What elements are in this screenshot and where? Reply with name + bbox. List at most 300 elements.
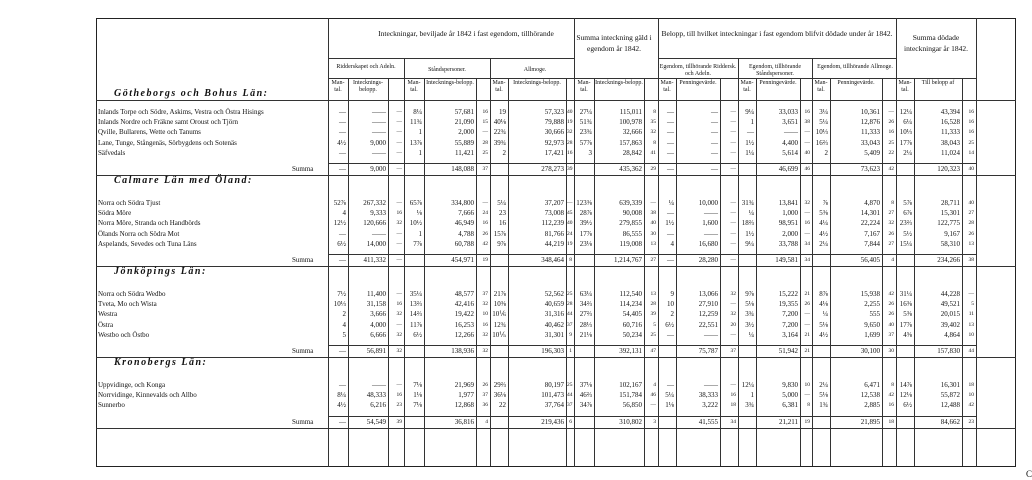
summa-rule xyxy=(328,345,976,346)
table-cell: 13,841 xyxy=(778,199,798,207)
table-cell: 5⅛ xyxy=(819,320,828,329)
table-cell: 16 xyxy=(482,109,488,115)
subheader-belopp: Penningevärde. xyxy=(679,80,717,86)
table-cell: 38 xyxy=(650,210,656,217)
summa-cell: 149,581 xyxy=(775,256,798,264)
table-cell: 5¼ xyxy=(665,391,674,400)
table-cell: 16 xyxy=(396,392,402,399)
table-cell: 6½ xyxy=(903,401,912,410)
table-cell: 52,562 xyxy=(544,290,564,298)
table-cell: 40⅛ xyxy=(493,118,506,127)
table-cell: — xyxy=(482,200,488,206)
table-cell: — xyxy=(667,209,674,218)
subheader-mantal: Man-tal. xyxy=(740,80,754,93)
table-cell: — xyxy=(730,119,736,126)
summa-cell: 4 xyxy=(891,257,894,263)
table-cell: 25 xyxy=(650,331,656,338)
table-cell: 9,333 xyxy=(370,209,386,218)
table-cell: 16 xyxy=(968,129,974,136)
table-cell: 11,333 xyxy=(861,128,880,137)
table-cell: 1½ xyxy=(745,229,754,238)
table-cell: 5⅛ xyxy=(819,391,828,400)
table-cell: 3½ xyxy=(745,320,754,329)
summa-cell: 46,699 xyxy=(778,165,798,173)
table-cell: — xyxy=(711,128,718,137)
table-cell: 31,158 xyxy=(366,300,386,309)
table-cell: 13 xyxy=(968,240,974,247)
table-cell: 4 xyxy=(670,239,674,248)
summa-cell: — xyxy=(339,256,346,264)
table-cell: 4⅝ xyxy=(903,330,912,339)
table-cell: — xyxy=(667,138,674,147)
summa-cell: 348,464 xyxy=(541,256,564,264)
table-cell: 4,000 xyxy=(370,320,386,329)
table-cell: 14⅔ xyxy=(409,310,422,319)
table-cell: 11,400 xyxy=(367,290,386,298)
table-cell: 31¼ xyxy=(899,290,912,298)
table-cell: 40,462 xyxy=(544,320,564,329)
table-cell: 4 xyxy=(342,209,346,218)
table-cell: — xyxy=(396,109,402,115)
table-cell: — xyxy=(396,382,402,388)
table-cell: 4½ xyxy=(337,401,346,410)
table-cell: 12,868 xyxy=(454,401,474,410)
table-cell: 31¾ xyxy=(741,199,754,207)
summa-rule xyxy=(328,416,976,417)
table-cell: 28 xyxy=(482,139,488,146)
table-cell: 28⅓ xyxy=(579,320,592,329)
table-cell: 8¼ xyxy=(337,391,346,400)
table-cell: 65⅞ xyxy=(409,199,422,207)
table-cell: 1¾ xyxy=(819,401,828,410)
table-cell: 12⅛ xyxy=(899,391,912,400)
summa-cell: 84,662 xyxy=(940,417,960,426)
row-label: Norra Möre, Stranda och Handbörds xyxy=(98,219,201,228)
table-cell: 9,830 xyxy=(782,381,798,389)
table-cell: — xyxy=(730,109,736,115)
section-rule xyxy=(96,266,1016,267)
table-cell: 9⅞ xyxy=(745,290,754,298)
table-cell: 11⅞ xyxy=(410,320,422,329)
table-cell: 37⅛ xyxy=(579,381,592,389)
table-cell: 2,000 xyxy=(782,229,798,238)
table-cell: — xyxy=(804,129,810,136)
table-cell: 16 xyxy=(888,129,894,136)
table-cell: 34⅞ xyxy=(579,401,592,410)
table-cell: 15,938 xyxy=(860,290,880,298)
subheader-belopp: Penningevärde. xyxy=(837,80,875,86)
table-cell: 38 xyxy=(804,119,810,126)
table-cell: 57,323 xyxy=(544,108,564,116)
summa-cell: 4 xyxy=(485,418,488,425)
table-cell: 8 xyxy=(653,109,656,115)
table-cell: 26 xyxy=(888,119,894,126)
table-cell: 100,978 xyxy=(619,118,642,127)
summa-cell: 42 xyxy=(888,166,894,172)
row-label: Sunnerbo xyxy=(98,401,125,410)
summa-cell: 47 xyxy=(650,348,656,354)
table-cell: 2 xyxy=(342,310,346,319)
table-cell: 33,788 xyxy=(778,239,798,248)
table-cell: 44,219 xyxy=(544,239,564,248)
table-cell: 40,659 xyxy=(544,300,564,309)
table-cell: — xyxy=(804,321,810,328)
summa-cell: 56,405 xyxy=(860,256,880,264)
table-cell: — xyxy=(482,129,488,136)
table-cell: 12,266 xyxy=(454,330,474,339)
table-cell: — xyxy=(339,108,346,116)
table-cell: 37 xyxy=(482,392,488,399)
table-cell: 1,000 xyxy=(782,209,798,218)
page-mark: C xyxy=(1026,469,1032,479)
table-cell: 55,872 xyxy=(940,391,960,400)
table-cell: 20,015 xyxy=(940,310,960,319)
table-cell: 22 xyxy=(888,149,894,156)
table-cell: 15 xyxy=(482,119,488,126)
table-cell: — xyxy=(730,382,736,388)
table-cell: 10½ xyxy=(409,219,422,228)
summa-label: Summa xyxy=(292,417,314,426)
table-cell: 1 xyxy=(418,229,422,238)
table-cell: — xyxy=(667,108,674,116)
table-cell: ¼ xyxy=(822,310,828,319)
table-cell: 23 xyxy=(499,209,506,218)
table-cell: 25 xyxy=(888,139,894,146)
table-cell: 13⅔ xyxy=(409,300,422,309)
table-cell: 4 xyxy=(342,320,346,329)
table-cell: 2 xyxy=(824,148,828,157)
table-cell: 32 xyxy=(730,311,736,318)
table-cell: 9,167 xyxy=(944,229,960,238)
table-cell: 40 xyxy=(804,149,810,156)
table-cell: 18 xyxy=(968,382,974,388)
table-cell: 21,969 xyxy=(454,381,474,389)
table-cell: 102,167 xyxy=(619,381,642,389)
table-cell: 57,681 xyxy=(454,108,474,116)
summa-cell: 157,830 xyxy=(937,347,960,355)
row-label: Westbo och Östbo xyxy=(98,330,150,339)
table-cell: 4 xyxy=(653,382,656,388)
table-cell: 120,666 xyxy=(363,219,386,228)
summa-cell: 3 xyxy=(653,418,656,425)
table-cell: 51¾ xyxy=(579,118,592,127)
table-cell: —— xyxy=(704,229,718,238)
table-cell: 6½ xyxy=(337,239,346,248)
table-cell: 12,488 xyxy=(940,401,960,410)
subheader-mantal: Man-tal. xyxy=(407,80,421,93)
table-cell: 28⅞ xyxy=(579,209,592,218)
subheader-belopp: Intecknings-belopp. xyxy=(595,80,643,86)
table-cell: 40 xyxy=(650,220,656,227)
table-cell: 7,200 xyxy=(782,310,798,319)
summa-cell: 19 xyxy=(482,257,488,263)
table-cell: 4¼ xyxy=(819,219,828,228)
table-cell: 54,405 xyxy=(622,310,642,319)
table-cell: 45 xyxy=(567,210,573,217)
table-cell: 6⅞ xyxy=(903,209,912,218)
table-cell: 6¼ xyxy=(903,118,912,127)
table-cell: 279,855 xyxy=(619,219,642,228)
table-cell: —— xyxy=(704,381,718,389)
table-cell: 81,766 xyxy=(544,229,564,238)
table-cell: 19 xyxy=(567,240,573,247)
table-cell: 25 xyxy=(482,149,488,156)
summa-cell: — xyxy=(339,165,346,173)
summa-cell: 54,549 xyxy=(366,417,386,426)
table-cell: — xyxy=(396,129,402,136)
table-cell: — xyxy=(711,148,718,157)
summa-label: Summa xyxy=(292,256,314,264)
summa-cell: — xyxy=(667,165,674,173)
table-cell: 10 xyxy=(968,331,974,338)
table-cell: 3¾ xyxy=(745,310,754,319)
table-cell: 10⅜ xyxy=(493,300,506,309)
table-cell: 8 xyxy=(891,200,894,206)
table-cell: 5,409 xyxy=(864,148,880,157)
table-cell: 10 xyxy=(482,311,488,318)
table-cell: 16 xyxy=(482,220,488,227)
table-cell: 15⅞ xyxy=(493,229,506,238)
table-cell: 37 xyxy=(567,402,573,409)
grid-hline xyxy=(328,78,976,79)
table-cell: —— xyxy=(704,330,718,339)
summa-cell: 196,303 xyxy=(541,347,564,355)
table-cell: 42,416 xyxy=(454,300,474,309)
table-cell: 12½ xyxy=(333,219,346,228)
table-cell: 32 xyxy=(567,129,573,136)
summa-cell: 39 xyxy=(396,418,402,425)
summa-cell: 411,332 xyxy=(363,256,386,264)
summa-cell: 46 xyxy=(804,166,810,172)
table-cell: — xyxy=(339,128,346,137)
table-cell: 12,259 xyxy=(698,310,718,319)
table-cell: 16 xyxy=(567,149,573,156)
table-cell: 122,775 xyxy=(937,219,960,228)
table-cell: 14,000 xyxy=(366,239,386,248)
table-cell: 9 xyxy=(670,290,674,298)
table-cell: 5,614 xyxy=(782,148,798,157)
table-cell: 27,910 xyxy=(698,300,718,309)
summa-cell: 1,214,767 xyxy=(614,256,642,264)
table-cell: — xyxy=(730,301,736,308)
table-cell: 12,538 xyxy=(860,391,880,400)
table-cell: 10⅙ xyxy=(492,310,506,319)
table-cell: 29⅔ xyxy=(493,381,506,389)
table-cell: 73,008 xyxy=(544,209,564,218)
table-cell: 32 xyxy=(650,129,656,136)
summa-cell: 32 xyxy=(482,348,488,354)
table-cell: 12¼ xyxy=(899,108,912,116)
table-cell: 4½ xyxy=(337,138,346,147)
table-cell: 26 xyxy=(888,301,894,308)
table-cell: — xyxy=(804,230,810,237)
table-cell: 27 xyxy=(968,210,974,217)
table-cell: 4,864 xyxy=(944,330,960,339)
table-cell: — xyxy=(804,210,810,217)
table-cell: 11,421 xyxy=(455,148,474,157)
table-cell: 4,870 xyxy=(864,199,880,207)
table-cell: ¼ xyxy=(748,330,754,339)
table-cell: 37,764 xyxy=(544,401,564,410)
table-cell: 36⅛ xyxy=(493,391,506,400)
table-cell: 26 xyxy=(482,382,488,388)
table-cell: 23 xyxy=(396,402,402,409)
table-cell: 11,024 xyxy=(941,148,960,157)
table-cell: 6,381 xyxy=(782,401,798,410)
table-cell: 1,977 xyxy=(458,391,474,400)
table-cell: 22¾ xyxy=(493,128,506,137)
table-cell: 5⅞ xyxy=(903,199,912,207)
table-cell: 7,666 xyxy=(458,209,474,218)
table-cell: — xyxy=(396,119,402,126)
summa-cell: 51,942 xyxy=(778,347,798,355)
table-cell: 8 xyxy=(807,402,810,409)
table-cell: 16 xyxy=(396,301,402,308)
lan-heading: Jönköpings Län: xyxy=(114,266,207,277)
table-cell: 22,551 xyxy=(698,320,718,329)
table-cell: 16 xyxy=(968,119,974,126)
table-cell: 2,000 xyxy=(458,128,474,137)
table-cell: 63¼ xyxy=(579,290,592,298)
header-allmoge: Allmoge. xyxy=(523,67,547,73)
table-cell: 27 xyxy=(888,240,894,247)
table-cell: 19 xyxy=(567,119,573,126)
table-cell: 30,666 xyxy=(544,128,564,137)
table-cell: 123⅜ xyxy=(576,199,592,207)
table-cell: 16 xyxy=(804,109,810,115)
table-cell: 40 xyxy=(888,321,894,328)
summa-label: Summa xyxy=(292,165,314,173)
table-cell: 32 xyxy=(482,331,488,338)
table-cell: 42 xyxy=(968,402,974,409)
summa-cell: 8 xyxy=(569,257,572,263)
table-cell: 28 xyxy=(567,139,573,146)
table-cell: 9,000 xyxy=(370,138,386,147)
table-cell: 80,197 xyxy=(544,381,564,389)
table-cell: 28,711 xyxy=(941,199,960,207)
table-cell: 23⅔ xyxy=(899,219,912,228)
table-cell: — xyxy=(804,392,810,399)
table-cell: 56,850 xyxy=(622,401,642,410)
table-cell: 90,008 xyxy=(622,209,642,218)
row-label: Inlands Nordre och Fräkne samt Oroust och Tjörn xyxy=(98,118,239,127)
table-cell: — xyxy=(730,331,736,338)
table-cell: 6,471 xyxy=(864,381,880,389)
table-cell: 1¼ xyxy=(745,148,754,157)
table-cell: — xyxy=(730,230,736,237)
table-cell: — xyxy=(650,402,656,409)
summa-cell: 73,623 xyxy=(860,165,880,173)
table-cell: 98,951 xyxy=(778,219,798,228)
row-label: Säfvedals xyxy=(98,148,126,157)
subheader-belopp: Penningevärde. xyxy=(759,80,797,86)
table-cell: 10⅓ xyxy=(899,128,912,137)
subheader-mantal: Man-tal. xyxy=(898,80,912,93)
summa-cell: — xyxy=(711,165,718,173)
grid-hline xyxy=(658,58,896,59)
table-cell: 37,207 xyxy=(544,199,564,207)
table-cell: —— xyxy=(372,229,386,238)
table-cell: 1,699 xyxy=(864,330,880,339)
table-cell: 44 xyxy=(567,392,573,399)
table-cell: 9¼ xyxy=(745,108,754,116)
table-cell: 60,716 xyxy=(622,320,642,329)
table-cell: 41 xyxy=(650,149,656,156)
table-cell: 19,422 xyxy=(454,310,474,319)
table-cell: 21,090 xyxy=(454,118,474,127)
table-cell: 7½ xyxy=(337,290,346,298)
table-cell: 1,600 xyxy=(702,219,718,228)
table-cell: 32 xyxy=(396,220,402,227)
subheader-mantal: Man-tal. xyxy=(660,80,674,93)
summa-cell: 310,802 xyxy=(619,417,642,426)
summa-cell: — xyxy=(730,166,736,172)
table-cell: — xyxy=(667,118,674,127)
table-cell: 2¼ xyxy=(819,239,828,248)
table-cell: 1⅛ xyxy=(413,391,422,400)
table-cell: 13 xyxy=(650,291,656,297)
grid-hline xyxy=(328,58,574,59)
table-cell: — xyxy=(711,108,718,116)
table-cell: 16⅔ xyxy=(815,138,828,147)
table-cell: 13 xyxy=(968,321,974,328)
table-cell: 3¾ xyxy=(745,401,754,410)
summa-cell: 138,936 xyxy=(451,347,474,355)
header-dod-ridderskap: Egendom, tillhörande Riddersk. och Adeln. xyxy=(659,64,737,77)
table-cell: 1 xyxy=(418,148,422,157)
table-cell: — xyxy=(396,291,402,297)
summa-cell: 32 xyxy=(396,348,402,354)
table-cell: 3,651 xyxy=(782,118,798,127)
table-cell: 5 xyxy=(971,301,974,308)
header-inteckningar-beviljade: Inteckningar, beviljade år 1842 i fast egendom, tillhörande xyxy=(378,29,554,38)
table-cell: 12¾ xyxy=(493,320,506,329)
subheader-mantal: Man-tal. xyxy=(331,80,345,93)
table-cell: 15¼ xyxy=(899,239,912,248)
table-cell: 35 xyxy=(650,119,656,126)
summa-cell: 39 xyxy=(567,166,573,172)
subheader-mantal: Man-tal. xyxy=(492,80,506,93)
summa-cell: 21,895 xyxy=(860,417,880,426)
table-cell: — xyxy=(667,148,674,157)
table-cell: 30 xyxy=(650,230,656,237)
table-cell: 58,310 xyxy=(940,239,960,248)
table-cell: —— xyxy=(372,128,386,137)
table-cell: 17⅞ xyxy=(579,229,592,238)
summa-cell: — xyxy=(730,257,736,263)
table-cell: 9¼ xyxy=(745,239,754,248)
table-cell: 7⅞ xyxy=(413,239,422,248)
table-cell: 39¾ xyxy=(493,138,506,147)
summa-cell: — xyxy=(667,256,674,264)
table-cell: — xyxy=(804,311,810,318)
table-cell: 32,666 xyxy=(622,128,642,137)
table-cell: 16,301 xyxy=(940,381,960,389)
table-cell: 6,666 xyxy=(370,330,386,339)
table-cell: 15,301 xyxy=(940,209,960,218)
table-cell: 40 xyxy=(567,220,573,227)
table-cell: 42 xyxy=(482,240,488,247)
table-cell: 639,339 xyxy=(619,199,642,207)
table-cell: 157,863 xyxy=(619,138,642,147)
table-cell: — xyxy=(968,291,974,297)
table-cell: 5½ xyxy=(903,229,912,238)
table-cell: 17⅞ xyxy=(899,138,912,147)
table-cell: 49,521 xyxy=(940,300,960,309)
summa-cell: 41,555 xyxy=(698,417,718,426)
table-cell: 112,540 xyxy=(619,290,642,298)
table-cell: 10 xyxy=(968,392,974,399)
